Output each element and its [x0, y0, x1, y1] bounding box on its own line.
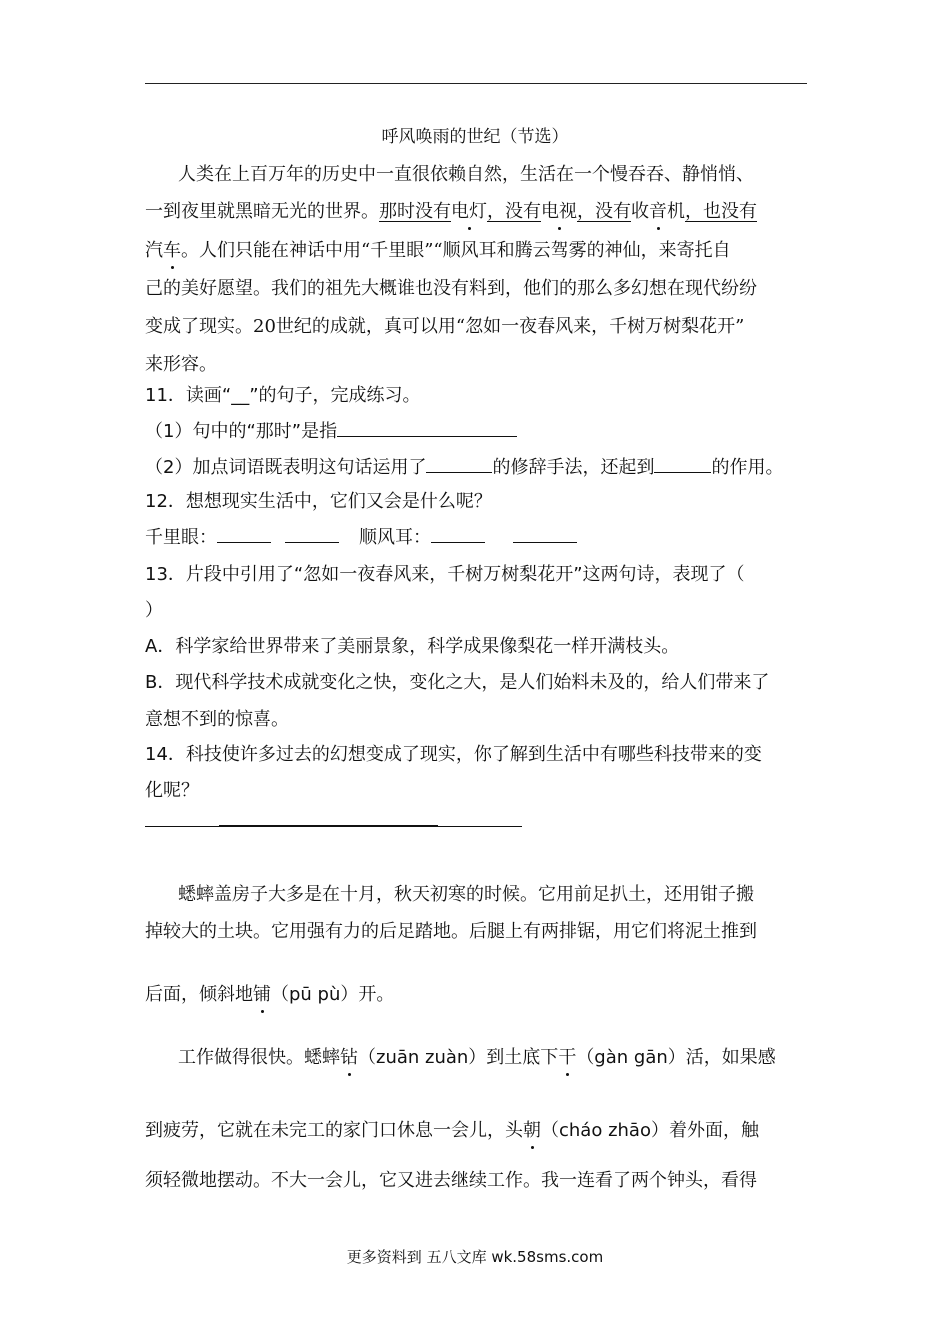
passage1-line2-plain: 一到夜里就黑暗无光的世界。 [145, 201, 379, 222]
passage1-line1: 人类在上百万年的历史中一直很依赖自然，生活在一个慢吞吞、静悄悄、 [178, 164, 754, 185]
passage1-line6: 来形容。 [145, 354, 217, 375]
question-11-2: （2）加点词语既表明这句话运用了 的修辞手法，还起到 的作用。 [145, 457, 784, 478]
dotted-word-dengdeng: 电灯 [451, 197, 487, 223]
question-14-line2: 化呢？ [145, 780, 199, 801]
answer-blank-12-a1[interactable] [217, 526, 271, 543]
header-rule [145, 83, 807, 84]
answer-blank-12-b1[interactable] [431, 526, 485, 543]
question-12-answers: 千里眼： 顺风耳： [145, 523, 577, 549]
question-13: 13．片段中引用了“忽如一夜春风来，千树万树梨花开”这两句诗，表现了（ [145, 564, 745, 585]
question-12: 12．想想现实生活中，它们又会是什么呢？ [145, 491, 492, 512]
option-a[interactable]: A．科学家给世界带来了美丽景象，科学成果像梨花一样开满枝头。 [145, 636, 680, 657]
passage1-line4: 己的美好愿望。我们的祖先大概谁也没有料到，他们的那么多幻想在现代纷纷 [145, 278, 757, 299]
passage1-line5: 变成了现实。20世纪的成就，真可以用“忽如一夜春风来，千树万树梨花开” [145, 316, 745, 337]
dotted-char-gan: 干 [558, 1043, 576, 1069]
passage2-line4: 工作做得很快。蟋蟀钻（zuān zuàn）到土底下干（gàn gān）活，如果感 [178, 1043, 776, 1069]
answer-blank-12-a2[interactable] [285, 526, 339, 543]
dotted-word-qiche: 汽车。 [145, 236, 199, 262]
dotted-word-dianshi: 电视 [541, 197, 577, 223]
question-13-paren: ） [145, 600, 163, 621]
passage2-line5: 到疲劳，它就在未完工的家门口休息一会儿，头朝（cháo zhāo）着外面，触 [145, 1116, 759, 1142]
passage2-line1: 蟋蟀盖房子大多是在十月，秋天初寒的时候。它用前足扒土，还用钳子搬 [178, 884, 754, 905]
answer-blank-11-2b[interactable] [654, 456, 711, 473]
dotted-word-shouyinji: 收音机 [631, 197, 685, 223]
underlined-sentence-part2 [145, 240, 199, 261]
footer-source[interactable]: 更多资料到 五八文库 wk.58sms.com [346, 1248, 604, 1266]
question-11-1: （1）句中的“那时”是指 [145, 417, 517, 443]
dotted-char-zuan: 钻 [340, 1043, 358, 1069]
passage-title: 呼风唤雨的世纪（节选） [381, 127, 569, 147]
answer-blank-11-2a[interactable] [426, 456, 492, 473]
passage1-line2 [145, 197, 757, 223]
answer-blank-12-b2[interactable] [513, 526, 577, 543]
dotted-char-pu: 铺 [253, 980, 271, 1006]
passage2-line2: 掉较大的土块。它用强有力的后足踏地。后腿上有两排锯，用它们将泥土推到 [145, 921, 757, 942]
answer-blank-11-1[interactable] [337, 420, 517, 437]
underlined-sentence-part1: 那时没有电灯，没有电视，没有收音机，也没有 [379, 201, 757, 222]
question-11: 11．读画“__”的句子，完成练习。 [145, 385, 421, 406]
option-b-line1[interactable]: B．现代科学技术成就变化之快，变化之大，是人们始料未及的，给人们带来了 [145, 672, 770, 693]
option-b-line2[interactable]: 意想不到的惊喜。 [145, 709, 289, 730]
answer-line-14-bold [219, 825, 438, 827]
passage1-line3: 汽车。人们只能在神话中用“千里眼”“顺风耳和腾云驾雾的神仙，来寄托自 [145, 236, 731, 262]
passage2-line3: 后面，倾斜地铺（pū pù）开。 [145, 980, 394, 1006]
dotted-char-chao: 朝 [523, 1116, 541, 1142]
question-14-line1: 14．科技使许多过去的幻想变成了现实，你了解到生活中有哪些科技带来的变 [145, 744, 762, 765]
passage2-line6: 须轻微地摆动。不大一会儿，它又进去继续工作。我一连看了两个钟头，看得 [145, 1170, 757, 1191]
